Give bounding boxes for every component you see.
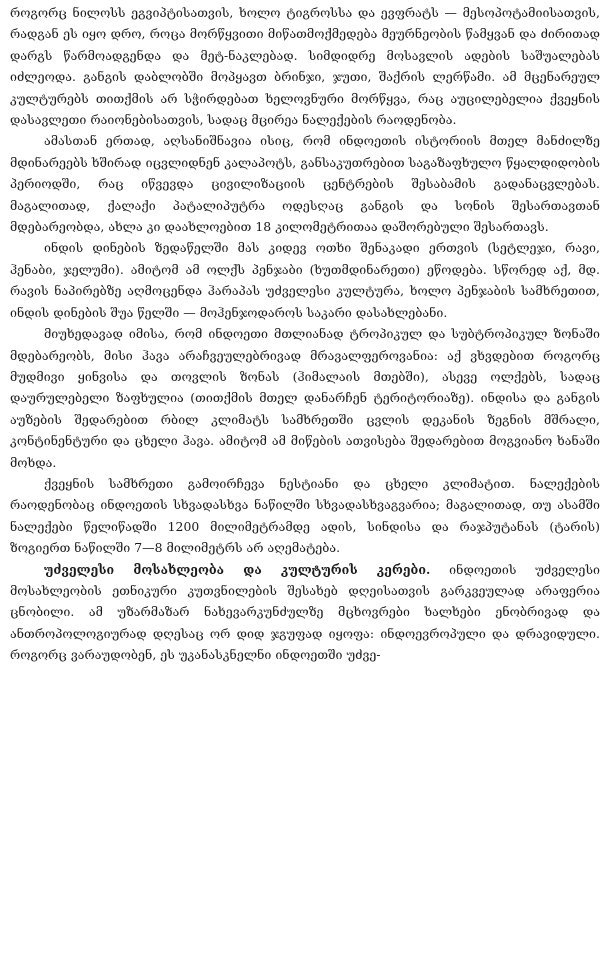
paragraph-3: ინდის დინების ზედაწელში მას კიდევ ოთხი შენაკადი ერთვის (სეტლეჯი, რავი, ჰენაბი, ჯელუმი). ამიტომ ამ ოლქს პენჯაბი (ხუთმდინარეთი) ეწოდება. სწორედ აქ, მდ. რავის ნაპირებზე აღმოცენდა ჰარაპას უძველესი კულტურა, ხოლო პენჯაბის სამხრეთით, ინდის დინების შუა წელში — მოჰენჯოდაროს საკარი დასახლებანი. bbox=[10, 240, 600, 320]
paragraph-2: ამასთან ერთად, აღსანიშნავია ისიც, რომ ინდოეთის ისტორიის მთელ მანძილზე მდინარეებს ხშირად იცვლიდნენ კალაპოტს, განსაკუთრებით საგაზაფხულო წყალდიდობის პერიოდში, რაც იწვევდა ცივილიზაციის ცენტრების შესაბამის გადანაცვლებას. მაგალითად, ქალაქი პატალიპუტრა ოდესღაც განგის და სონის შესართავთან მდებარეობდა, ახლა კი დაახლოებით 18 კილომეტრითაა დაშორებული შესართავს. bbox=[10, 133, 600, 235]
paragraph-1: როგორც ნილოსს ეგვიპტისათვის, ხოლო ტიგროსსა და ევფრატს — მესოპოტამიისათვის, რადგან ეს იყო დრო, როცა მორწყვითი მიწათმოქმედება მეურნეობის წამყვან და ძირითად დარგს წარმოადგენდა და მეტ-ნაკლებად. სიმდიდრე მოსავლის ადების საშუალებას იძლეოდა. განგის დაბლობში მოპყავთ ბრინჯი, ჯუთი, შაქრის ლერწამი. ამ მცენარეულ კულტურებს თითქმის არ სჭირდებათ ხელოვნური მორწყვა, რაც აუცილებელია ქვეყნის დასავლეთი რაიონებისათვის, სადაც მცირეა ნალექების რაოდენობა. bbox=[10, 5, 600, 128]
paragraph-4: მიუხედავად იმისა, რომ ინდოეთი მთლიანად ტროპიკულ და სუბტროპიკულ ზონაში მდებარეობს, მისი ჰავა არაჩვეულებრივად მრავალფეროვანია: აქ ვხვდებით როგორც მუდმივი ყინვისა და თოვლის ზონას (ჰიმალაის მთებში), ასევე ოლქებს, სადაც დაურულებელი ზაფხულია (თითქმის მთელ დანარჩენ ტერიტორიაზე). ინდისა და განგის აუზების შედარებით რბილ კლიმატს სამხრეთში ცვლის დეკანის ზეგნის მშრალი, კონტინენტური და ცხელი ჰავა. ამიტომ ამ მიწების ათვისება შედარებით მოგვიანო ხანაში მოხდა. bbox=[10, 326, 600, 470]
paragraph-6 bbox=[10, 559, 600, 666]
section-heading: უძველესი მოსახლეობა და კულტურის კერები. bbox=[44, 561, 431, 577]
paragraph-6-body: ინდოეთის უძველესი მოსახლეობის ეთნიკური კუთვნილების შესახებ დღეისათვის გარკვეულად არაფერია ცნობილი. ამ უზარმაზარ ნახევარკუნძულზე მცხოვრები ხალხები ენობრივად და ანთროპოლოგიურად დღესაც ორ დიდ ჯგუფად იყოფა: ინდოევროპული და დრავიდული. როგორც ვარაუდობენ, ეს უკანასკნელნი ინდოეთში უძვე- bbox=[10, 561, 600, 663]
paragraph-5: ქვეყნის სამხრეთი გამოირჩევა ნესტიანი და ცხელი კლიმატით. ნალექების რაოდენობაც ინდოეთის სხვადასხვა ნაწილში სხვადასხვაგვარია; მაგალითად, თუ ასამში ნალექები წელიწადში 1200 მილიმეტრამდე ადის, სინდისა და რაჯპუტანას (ტარის) ზოგიერთ ნაწილში 7—8 მილიმეტრს არ აღემატება. bbox=[10, 475, 600, 556]
